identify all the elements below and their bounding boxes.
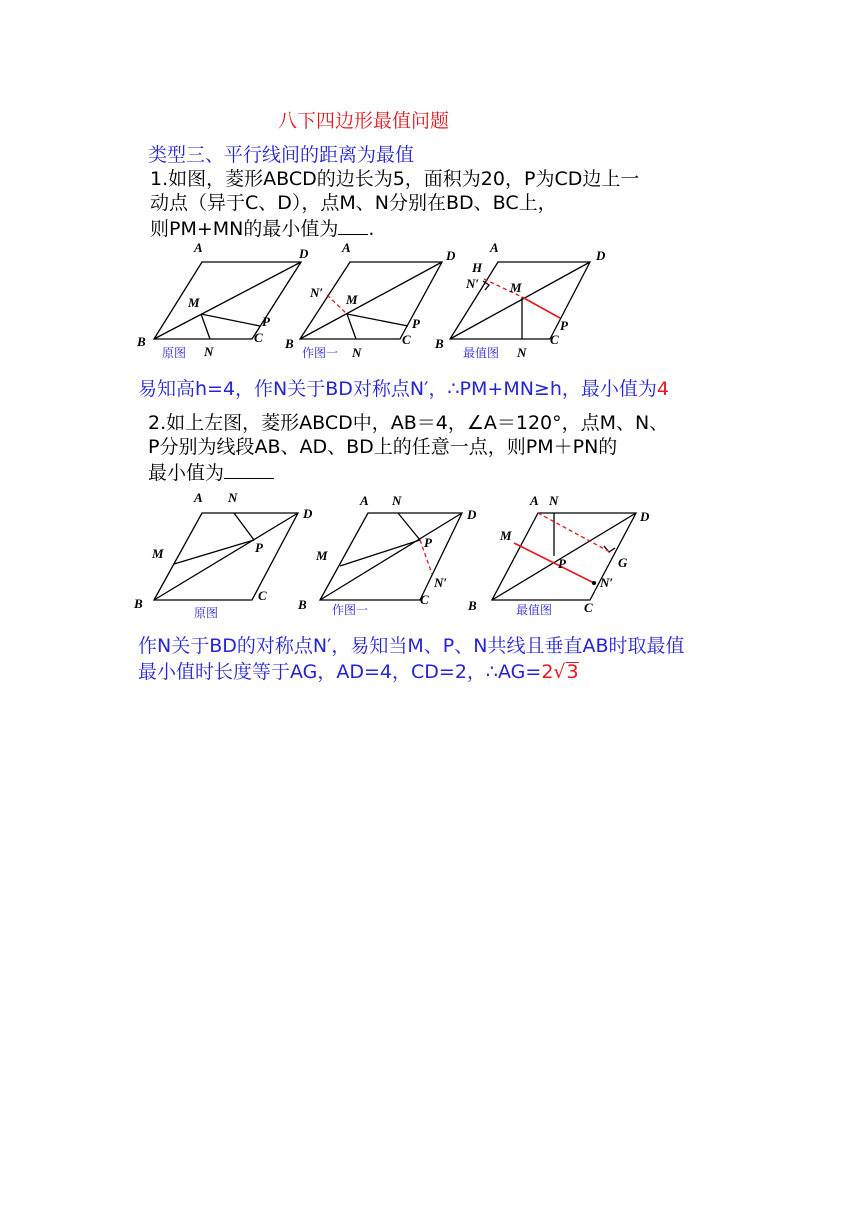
fig-label: N (352, 345, 362, 360)
fig-label: B (435, 336, 444, 351)
fig-label: M (346, 292, 358, 307)
fig-label: P (262, 314, 270, 329)
problem1-figure-extremum (430, 240, 610, 365)
problem2-solution-line2 (138, 659, 579, 685)
sqrt-symbol: √ (553, 661, 566, 683)
fig-label: B (134, 596, 143, 611)
fig-label: B (468, 598, 477, 613)
fig-label: D (467, 507, 477, 522)
problem2-solution-text: 最小值时长度等于AG，AD=4，CD=2，∴AG= (138, 661, 542, 683)
fig-label: C (550, 332, 559, 347)
problem1-line3 (150, 214, 374, 242)
fig-label: P (560, 318, 568, 333)
fig-label: N′ (466, 276, 480, 291)
fig-label: C (584, 600, 593, 615)
fig-label: P (558, 556, 566, 571)
problem2-line1: 2.如上左图，菱形ABCD中，AB＝4，∠A＝120°，点M、N、 (148, 412, 669, 434)
fig-label: C (254, 330, 263, 345)
fig-label: N (228, 490, 238, 505)
problem2-line3-text: 最小值为 (148, 462, 225, 484)
answer-blank (224, 458, 274, 479)
fig-label: C (402, 332, 411, 347)
figure-caption: 最值图 (516, 603, 553, 617)
problem1-line1: 1.如图，菱形ABCD的边长为5，面积为20，P为CD边上一 (150, 168, 640, 190)
figure-caption: 作图一 (332, 603, 369, 617)
fig-label: M (500, 528, 512, 543)
problem2-figure-construction (292, 486, 482, 626)
fig-label: N′ (434, 575, 448, 590)
figure-caption: 原图 (162, 346, 187, 360)
figure-caption: 原图 (194, 606, 219, 620)
fig-label: M (316, 548, 328, 563)
fig-label: A (342, 240, 351, 255)
fig-label: A (490, 240, 499, 255)
fig-label: M (152, 546, 164, 561)
fig-label: P (412, 316, 420, 331)
fig-label: D (303, 506, 313, 521)
problem1-line2: 动点（异于C、D），点M、N分别在BD、BC上， (150, 192, 557, 214)
section-heading: 类型三、平行线间的距离为最值 (148, 144, 415, 166)
fig-label: M (188, 295, 200, 310)
problem2-figure-extremum (466, 486, 656, 626)
fig-label: G (618, 555, 628, 570)
answer-blank (338, 214, 368, 235)
fig-label: B (298, 597, 307, 612)
fig-label: B (137, 334, 146, 349)
problem1-line3-end: . (368, 218, 375, 240)
problem1-solution-text: 易知高h=4，作N关于BD对称点N′，∴PM+MN≥h，最小值为 (138, 378, 657, 400)
fig-label: N (392, 493, 402, 508)
problem2-answer-radicand: 3 (566, 661, 579, 683)
fig-label: P (424, 535, 432, 550)
fig-label: B (285, 336, 294, 351)
fig-label: A (194, 240, 203, 255)
fig-label: N′ (600, 575, 614, 590)
fig-label: D (640, 509, 650, 524)
problem2-line3 (148, 458, 274, 486)
figure-caption: 作图一 (302, 346, 339, 360)
problem1-line3-text: 则PM+MN的最小值为 (150, 218, 339, 240)
fig-label: D (299, 246, 309, 261)
fig-label: D (446, 248, 456, 263)
fig-label: C (258, 588, 267, 603)
problem2-line2: P分别为线段AB、AD、BD上的任意一点，则PM＋PN的 (148, 436, 618, 458)
fig-label: P (255, 540, 263, 555)
figure-caption: 最值图 (463, 346, 500, 360)
fig-label: C (420, 592, 429, 607)
fig-label: H (472, 260, 483, 275)
problem1-solution (138, 376, 669, 402)
fig-label: A (194, 490, 203, 505)
problem2-answer-coef: 2 (541, 661, 554, 683)
fig-label: N (517, 345, 527, 360)
fig-label: N (549, 493, 559, 508)
problem1-answer: 4 (656, 378, 669, 400)
fig-label: M (510, 280, 522, 295)
fig-label: A (530, 493, 539, 508)
page-title: 八下四边形最值问题 (278, 110, 450, 132)
problem2-solution-line1: 作N关于BD的对称点N′，易知当M、P、N共线且垂直AB时取最值 (138, 635, 685, 657)
fig-label: N (204, 344, 214, 359)
fig-label: D (596, 248, 606, 263)
fig-label: A (360, 493, 369, 508)
fig-label: N′ (310, 285, 324, 300)
